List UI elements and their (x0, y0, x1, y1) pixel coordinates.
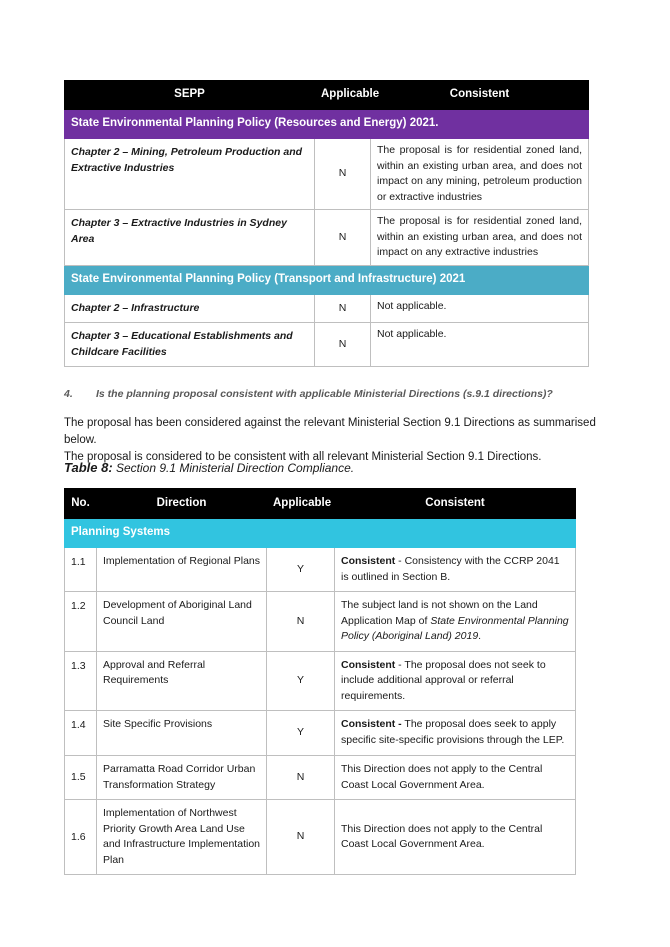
column-header: No. (65, 489, 97, 519)
section-row (65, 110, 589, 139)
consistent-text: - The proposal does not seek to include additional approval or referral requirements. (341, 658, 546, 702)
direction-name: Site Specific Provisions (97, 711, 267, 756)
column-header: Direction (97, 489, 267, 519)
sepp-name: Chapter 3 – Extractive Industries in Sydney Area (65, 210, 315, 266)
question-number: 4. (64, 388, 73, 400)
applicable-value: N (315, 139, 371, 210)
direction-name: Approval and Referral Requirements (97, 651, 267, 711)
table-row (65, 548, 576, 592)
applicable-value: Y (267, 711, 335, 756)
table-row (65, 592, 576, 652)
consistent-value (335, 800, 576, 875)
caption-text: Section 9.1 Ministerial Direction Compliance. (112, 461, 355, 475)
table-header-row (65, 489, 576, 519)
section-title: Planning Systems (65, 519, 576, 548)
applicable-value: N (267, 756, 335, 800)
direction-number: 1.1 (65, 548, 97, 592)
applicable-value: N (315, 210, 371, 266)
applicable-value: N (315, 323, 371, 367)
section-title: State Environmental Planning Policy (Transport and Infrastructure) 2021 (65, 265, 589, 294)
direction-number: 1.3 (65, 651, 97, 711)
direction-name: Implementation of Northwest Priority Growth Area Land Use and Infrastructure Implementation Plan (97, 800, 267, 875)
column-header: Consistent (335, 489, 576, 519)
caption-label: Table 8: (64, 460, 113, 475)
table-row (65, 323, 589, 367)
consistent-text: This Direction does not apply to the Central Coast Local Government Area. (341, 822, 543, 850)
direction-table (64, 488, 576, 875)
applicable-value: N (267, 592, 335, 652)
consistent-value (335, 711, 576, 756)
sepp-name: Chapter 3 – Educational Establishments and Childcare Facilities (65, 323, 315, 367)
sepp-name: Chapter 2 – Mining, Petroleum Production and Extractive Industries (65, 139, 315, 210)
consistent-value: Not applicable. (371, 323, 589, 367)
consistent-text: This Direction does not apply to the Central Coast Local Government Area. (341, 763, 543, 791)
applicable-value: N (267, 800, 335, 875)
question-text: Is the planning proposal consistent with applicable Ministerial Directions (s.9.1 directions)? (96, 388, 553, 400)
table-row (65, 800, 576, 875)
consistent-label: Consistent - (341, 718, 402, 730)
direction-name: Development of Aboriginal Land Council Land (97, 592, 267, 652)
table-row (65, 756, 576, 800)
direction-name: Parramatta Road Corridor Urban Transformation Strategy (97, 756, 267, 800)
intro-paragraph (64, 415, 624, 466)
direction-number: 1.2 (65, 592, 97, 652)
consistent-text: - Consistency with the CCRP 2041 is outlined in Section B. (341, 555, 560, 583)
consistent-value: Not applicable. (371, 294, 589, 323)
consistent-text: The subject land is not shown on the Land Application Map of (341, 599, 538, 627)
intro-line: The proposal is considered to be consistent with all relevant Ministerial Section 9.1 Directions. (64, 451, 542, 463)
sepp-name: Chapter 2 – Infrastructure (65, 294, 315, 323)
column-header: Applicable (267, 489, 335, 519)
applicable-value: N (315, 294, 371, 323)
consistent-value (335, 592, 576, 652)
consistent-italic: State Environmental Planning Policy (Aboriginal Land) 2019 (341, 614, 569, 642)
section-title: State Environmental Planning Policy (Resources and Energy) 2021. (65, 110, 589, 139)
column-header: Applicable (315, 81, 371, 110)
consistent-label: Consistent (341, 658, 396, 671)
column-header: SEPP (65, 81, 315, 110)
sepp-table (64, 80, 589, 367)
table-caption (64, 460, 354, 475)
consistent-value: The proposal is for residential zoned land, within an existing urban area, and does not impact on any extractive industries (371, 210, 589, 266)
consistent-tail: . (478, 630, 482, 642)
section-row (65, 519, 576, 548)
section-row (65, 265, 589, 294)
column-header: Consistent (371, 81, 589, 110)
direction-number: 1.4 (65, 711, 97, 756)
direction-number: 1.6 (65, 800, 97, 875)
applicable-value: Y (267, 651, 335, 711)
table-row (65, 294, 589, 323)
consistent-value: The proposal is for residential zoned land, within an existing urban area, and does not impact on any mining, petroleum production or extractive industries (371, 139, 589, 210)
table-row (65, 210, 589, 266)
consistent-text: The proposal does seek to apply specific site-specific provisions through the LEP. (341, 718, 565, 746)
consistent-value (335, 548, 576, 592)
consistent-value (335, 756, 576, 800)
consistent-label: Consistent (341, 555, 396, 567)
table-row (65, 651, 576, 711)
consistent-value (335, 651, 576, 711)
table-header-row (65, 81, 589, 110)
table-row (65, 139, 589, 210)
table-row (65, 711, 576, 756)
direction-name: Implementation of Regional Plans (97, 548, 267, 592)
direction-number: 1.5 (65, 756, 97, 800)
applicable-value: Y (267, 548, 335, 592)
question-heading (64, 388, 624, 400)
intro-line: The proposal has been considered against the relevant Ministerial Section 9.1 Directions as summarised below. (64, 417, 596, 446)
